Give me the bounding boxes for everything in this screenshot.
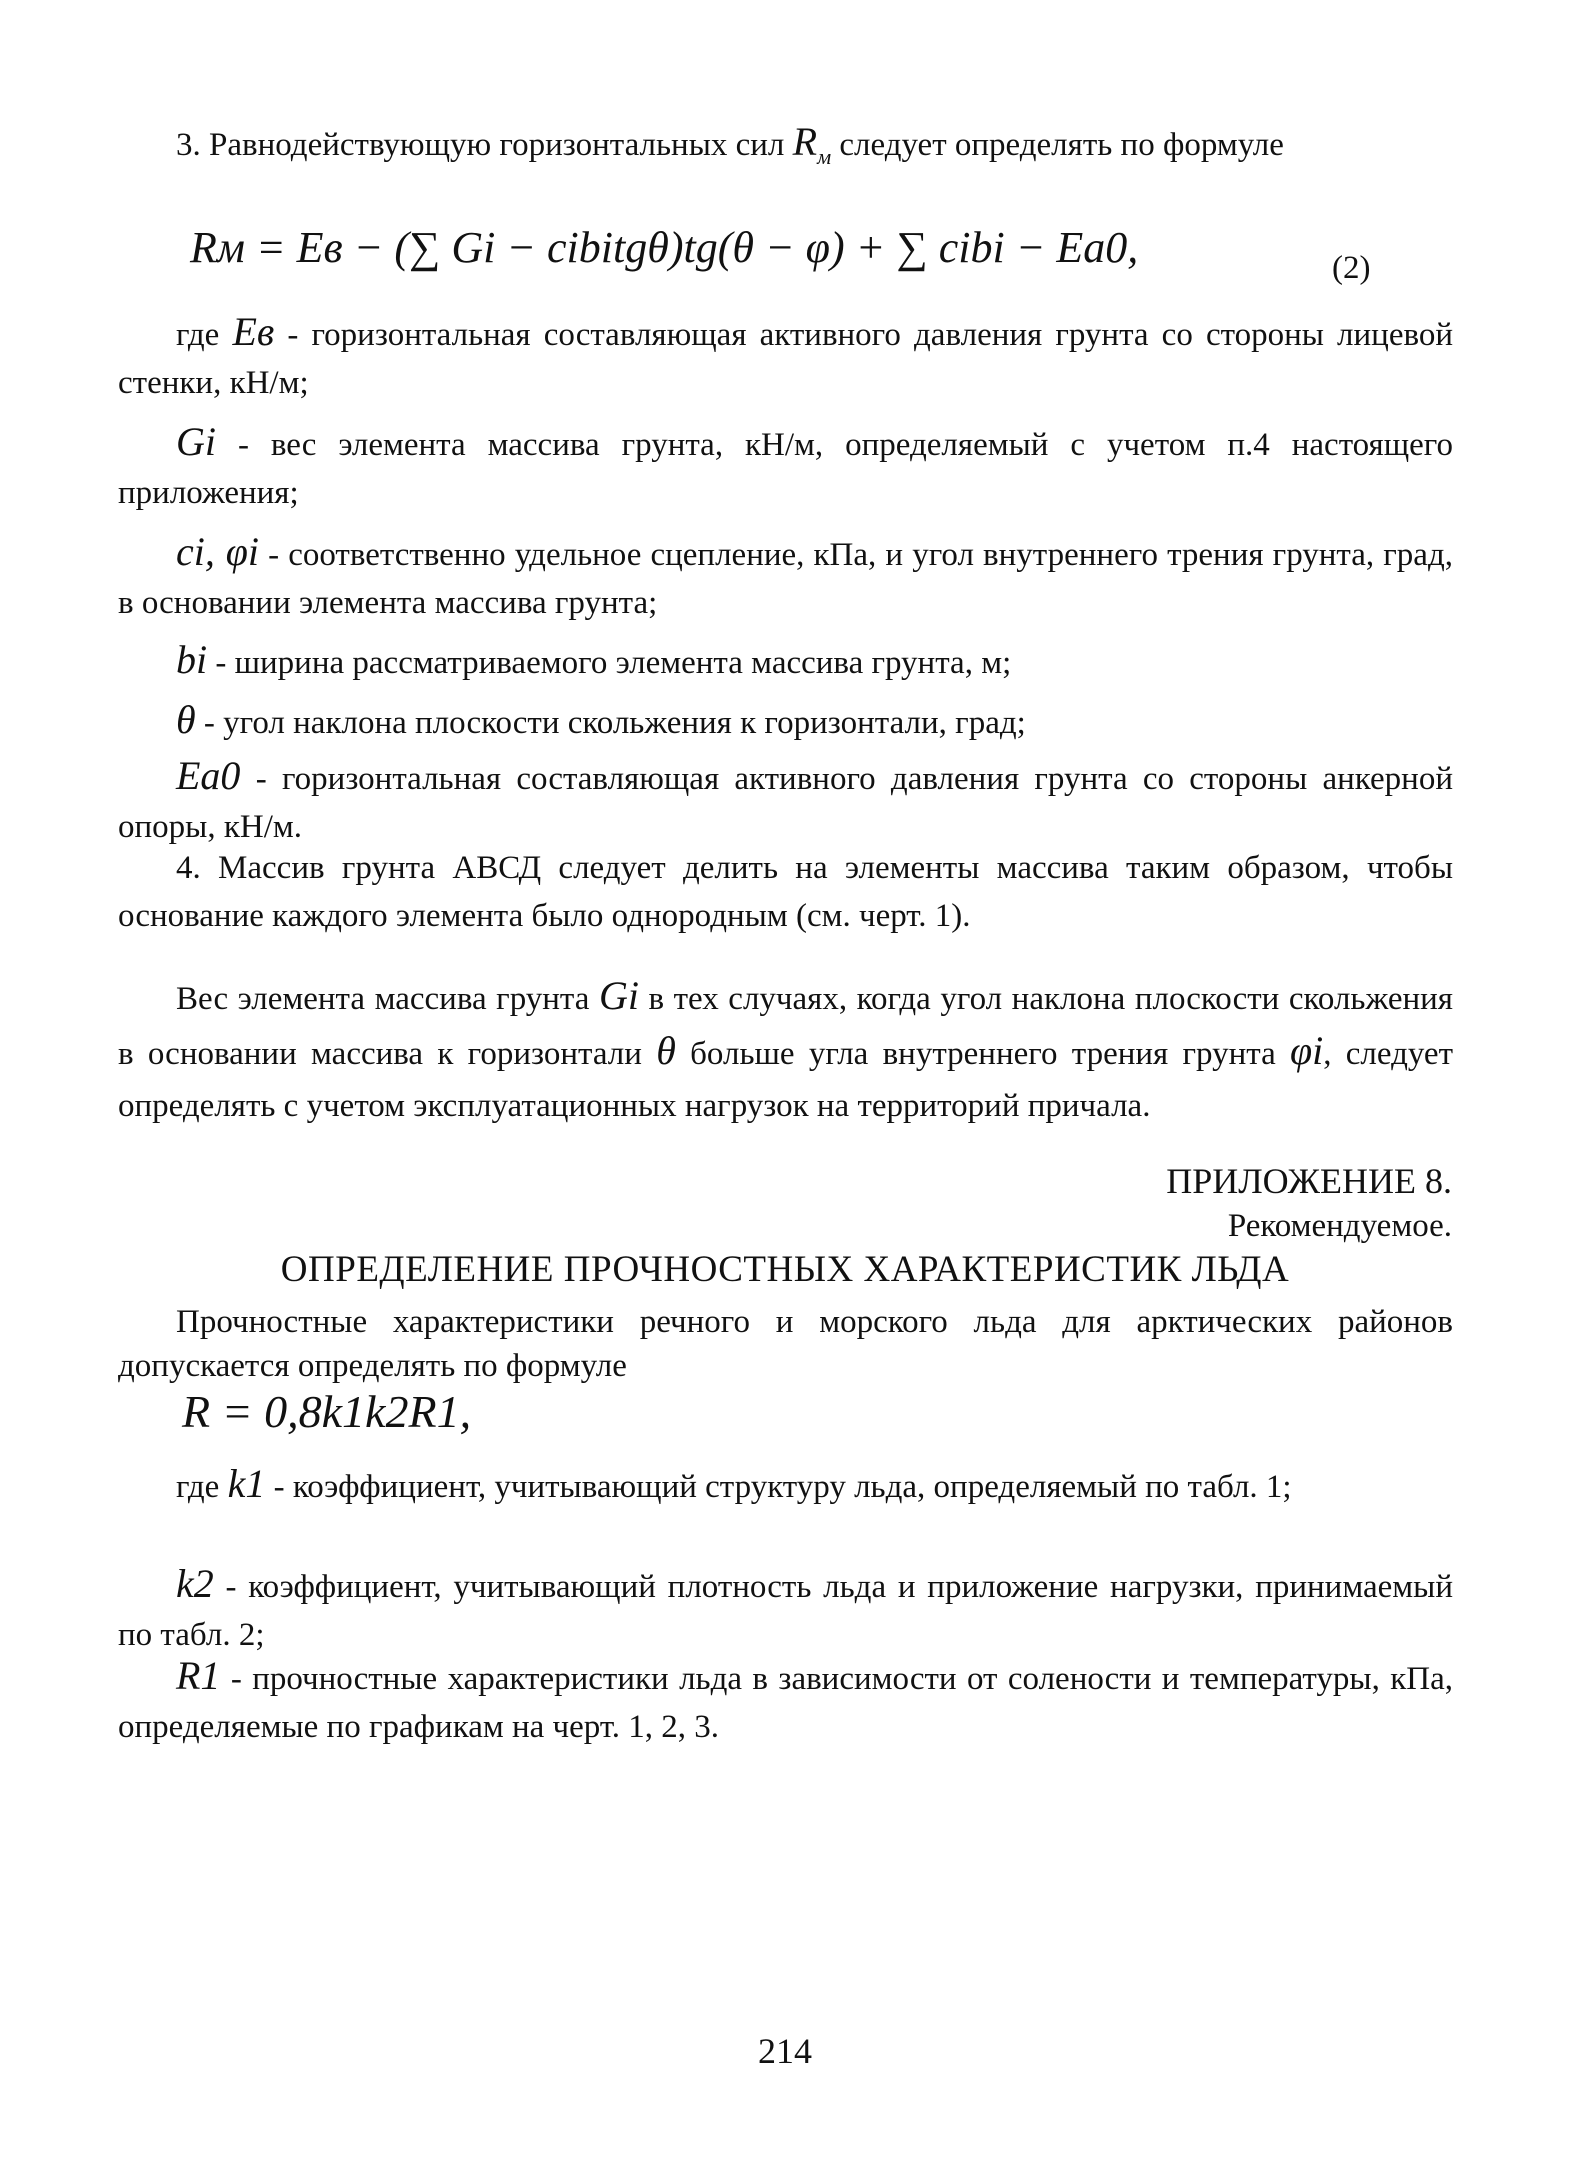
equation-number: (2) (1332, 250, 1371, 286)
section-4-para-2: Вес элемента массива грунта Gi в тех случаях, когда угол наклона плоскости скольжения в основании массива к горизонтали θ больше угла внутреннего трения грунта φi, следует определять с учетом эксплуатационных нагрузок на территорий причала. (118, 973, 1454, 1124)
section-3-text-before: 3. Равнодействующую горизонтальных сил (176, 127, 793, 163)
definition-b-i: bi - ширина рассматриваемого элемента массива грунта, м; (176, 637, 1012, 682)
definition-theta: θ - угол наклона плоскости скольжения к горизонтали, град; (176, 697, 1026, 742)
appendix-title: ОПРЕДЕЛЕНИЕ ПРОЧНОСТНЫХ ХАРАКТЕРИСТИК ЛЬДА (280, 1249, 1290, 1290)
page-number: 214 (758, 2031, 812, 2071)
symbol-R-m: $R_м$ (792, 119, 832, 169)
appendix-label: ПРИЛОЖЕНИЕ 8. (1166, 1161, 1452, 1201)
definition-c-phi: ci, φi - соответственно удельное сцепление, кПа, и угол внутреннего трения грунта, град, в основании элемента массива грунта; (118, 529, 1453, 621)
definition-G-i: Gi - вес элемента массива грунта, кН/м, определяемый с учетом п.4 настоящего приложения; (118, 419, 1453, 511)
section-4-para-1: 4. Массив грунта АВСД следует делить на элементы массива таким образом, чтобы основание каждого элемента было однородным (см. черт. 1). (118, 850, 1453, 934)
ice-formula: R = 0,8k1k2R1, (182, 1386, 472, 1437)
appendix-status: Рекомендуемое. (1227, 1208, 1452, 1244)
section-3-text-after: следует определять по формуле (831, 127, 1284, 163)
definition-R1: R1 - прочностные характеристики льда в зависимости от солености и температуры, кПа, определяемые по графикам на черт. 1, 2, 3. (118, 1653, 1453, 1745)
section-3-intro (118, 118, 1453, 181)
formula-2: Rм = Eв − (∑ Gi − cibitgθ)tg(θ − φ) + ∑ cibi − Eа0, (190, 223, 1139, 272)
appendix-intro: Прочностные характеристики речного и морского льда для арктических районов допускается определять по формуле (118, 1304, 1453, 1384)
definition-k2: k2 - коэффициент, учитывающий плотность льда и приложение нагрузки, принимаемый по табл. 2; (118, 1561, 1453, 1653)
definition-k1: где k1 - коэффициент, учитывающий структуру льда, определяемый по табл. 1; (176, 1461, 1292, 1506)
definition-E-a0: Eа0 - горизонтальная составляющая активного давления грунта со стороны анкерной опоры, кН/м. (118, 753, 1453, 845)
definition-E-v: где Eв - горизонтальная составляющая активного давления грунта со стороны лицевой стенки, кН/м; (118, 309, 1453, 401)
